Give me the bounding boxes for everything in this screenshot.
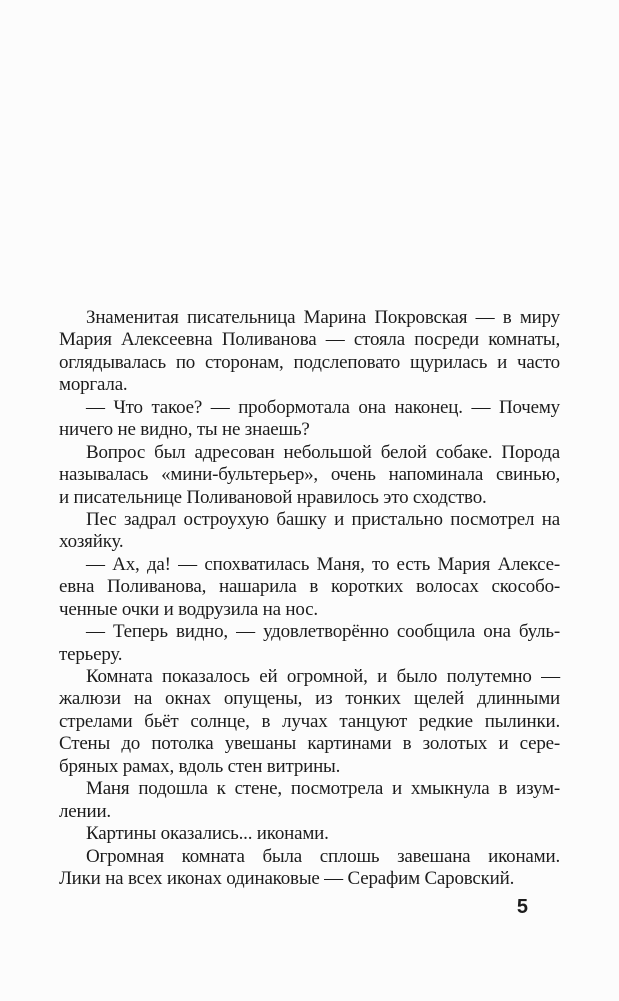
text-line: — Теперь видно, — удовлетворённо сообщила она буль- xyxy=(86,621,560,643)
text-line: — Ах, да! — спохватилась Маня, то есть Мария Алексе- xyxy=(86,553,560,575)
text-line: Знаменитая писательница Марина Покровская — в миру xyxy=(86,307,560,328)
text-line: Пес задрал остроухую башку и пристально посмотрел на xyxy=(86,508,560,530)
text-line: евна Поливанова, нашарила в коротких волосах скособо- xyxy=(59,576,560,598)
text-line: Вопрос был адресован небольшой белой собаке. Порода xyxy=(86,441,560,463)
text-line: моргала. xyxy=(59,374,128,396)
text-line: Огромная комната была сплошь завешана иконами. xyxy=(86,845,560,867)
text-line: Маня подошла к стене, посмотрела и хмыкнула в изум- xyxy=(86,778,560,800)
text-line: стрелами бьёт солнце, в лучах танцуют редкие пылинки. xyxy=(59,710,560,732)
text-line: называлась «мини-бультерьер», очень напоминала свинью, xyxy=(59,464,560,486)
page-text xyxy=(59,307,560,890)
text-line: жалюзи на окнах опущены, из тонких щелей длинными xyxy=(59,688,560,710)
text-line: Картины оказались... иконами. xyxy=(86,823,329,845)
text-line: Мария Алексеевна Поливанова — стояла посреди комнаты, xyxy=(59,329,560,351)
text-line: Лики на всех иконах одинаковые — Серафим Саровский. xyxy=(59,867,515,889)
text-line: Стены до потолка увешаны картинами в золотых и сере- xyxy=(59,733,560,755)
text-line: бряных рамах, вдоль стен витрины. xyxy=(59,755,341,777)
text-line: терьеру. xyxy=(59,643,123,665)
text-line: оглядывалась по сторонам, подслеповато щурилась и часто xyxy=(59,351,560,373)
text-line: — Что такое? — пробормотала она наконец. — Почему xyxy=(86,396,560,418)
page-number: 5 xyxy=(516,896,528,918)
text-line: Комната показалось ей огромной, и было полутемно — xyxy=(86,666,560,687)
text-line: ничего не видно, ты не знаешь? xyxy=(59,419,310,441)
text-line: лении. xyxy=(59,800,111,822)
text-line: хозяйку. xyxy=(59,531,124,553)
text-line: ченные очки и водрузила на нос. xyxy=(59,598,318,620)
text-line: и писательнице Поливановой нравилось это сходство. xyxy=(59,486,487,508)
